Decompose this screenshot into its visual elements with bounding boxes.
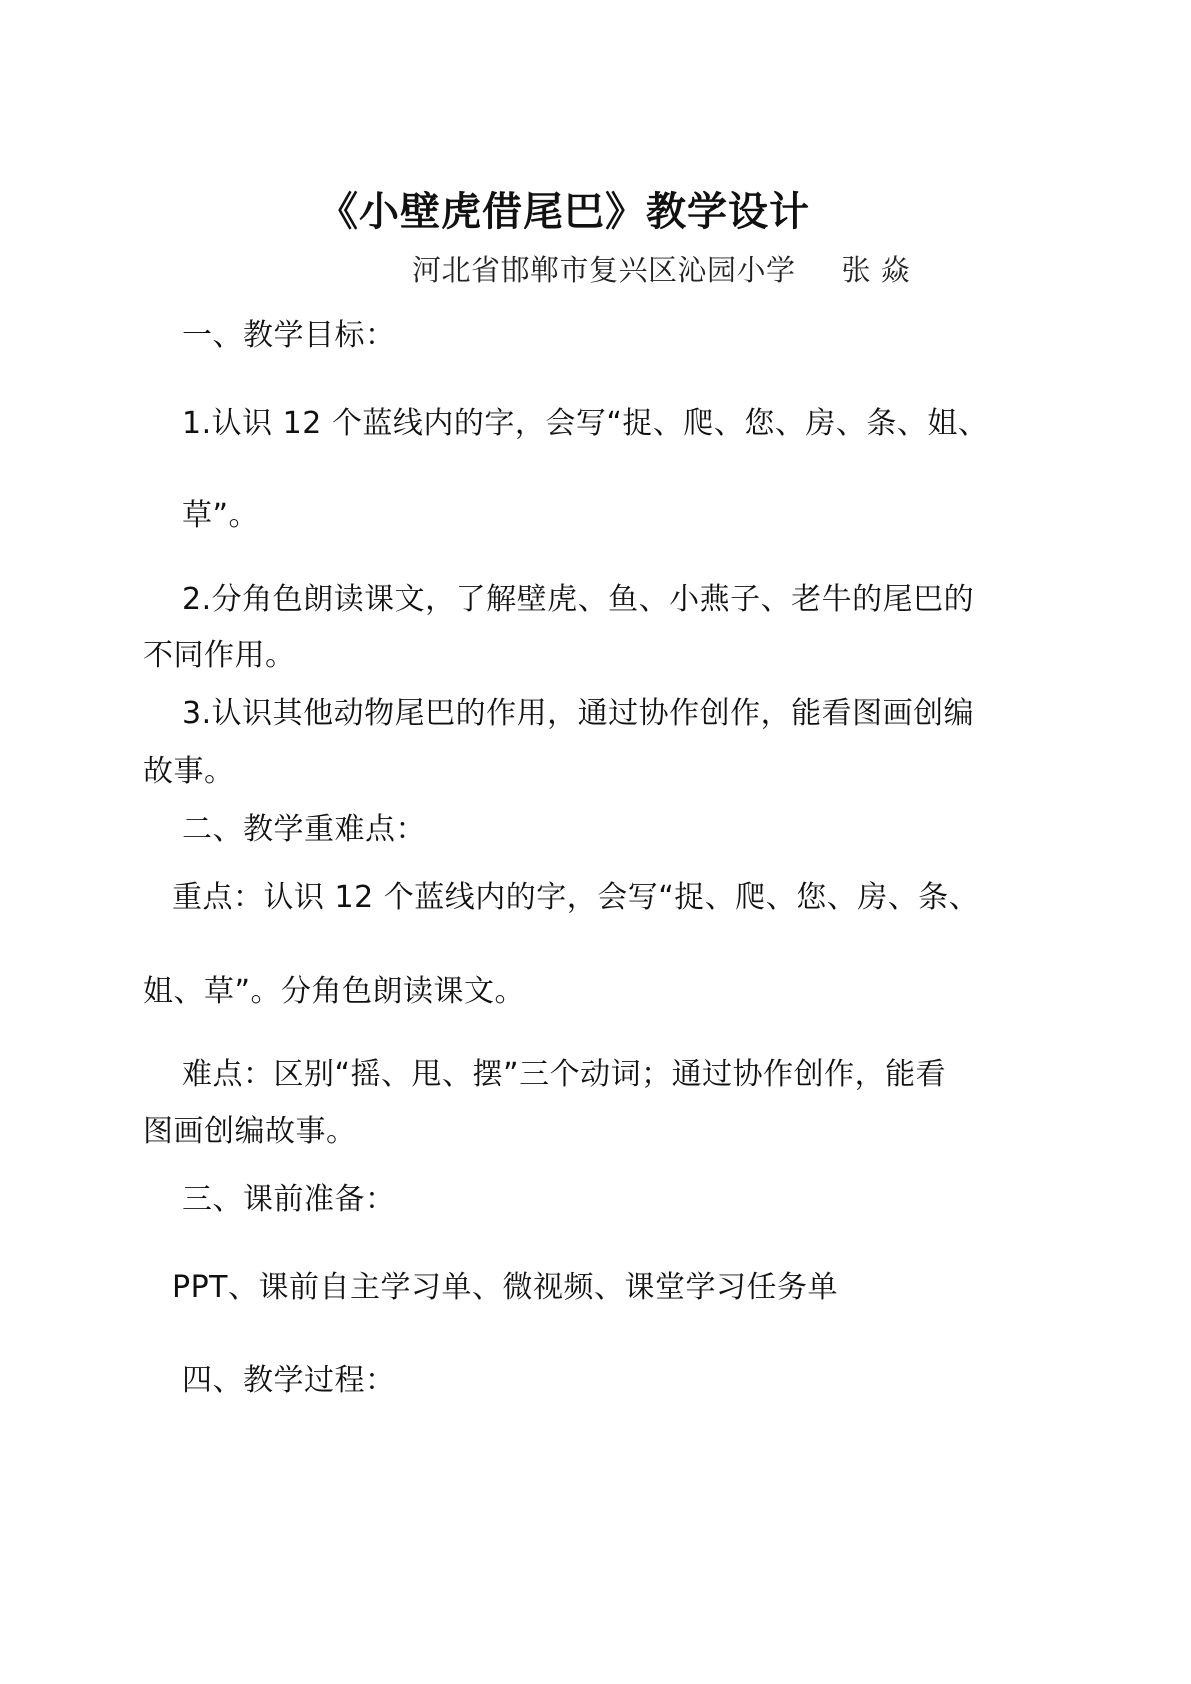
objective-1-line-1: 1.认识 12 个蓝线内的字，会写“捉、爬、您、房、条、姐、: [182, 406, 989, 441]
difficulty-line-2: 图画创编故事。: [143, 1114, 357, 1149]
objective-2-line-1: 2.分角色朗读课文，了解壁虎、鱼、小燕子、老牛的尾巴的: [182, 582, 975, 617]
objective-3-line-1: 3.认识其他动物尾巴的作用，通过协作创作，能看图画创编: [182, 696, 975, 731]
key-point-line-2: 姐、草”。分角色朗读课文。: [143, 974, 526, 1009]
key-point-line-1: 重点：认识 12 个蓝线内的字，会写“捉、爬、您、房、条、: [172, 880, 980, 915]
objective-3-line-2: 故事。: [143, 754, 235, 789]
objective-1-line-2: 草”。: [182, 498, 260, 533]
preparation-items: PPT、课前自主学习单、微视频、课堂学习任务单: [172, 1270, 839, 1305]
section-heading-key-points: 二、教学重难点：: [182, 812, 426, 847]
objective-2-line-2: 不同作用。: [143, 638, 296, 673]
section-heading-process: 四、教学过程：: [182, 1363, 396, 1398]
author-line: [412, 250, 910, 290]
author-name: 张 焱: [841, 253, 911, 287]
difficulty-line-1: 难点：区别“摇、甩、摆”三个动词；通过协作创作，能看: [182, 1057, 947, 1092]
document-title: 《小壁虎借尾巴》教学设计: [318, 188, 810, 235]
section-heading-objectives: 一、教学目标：: [182, 318, 396, 353]
section-heading-preparation: 三、课前准备：: [182, 1182, 396, 1217]
school-name: 河北省邯郸市复兴区沁园小学: [412, 253, 796, 287]
